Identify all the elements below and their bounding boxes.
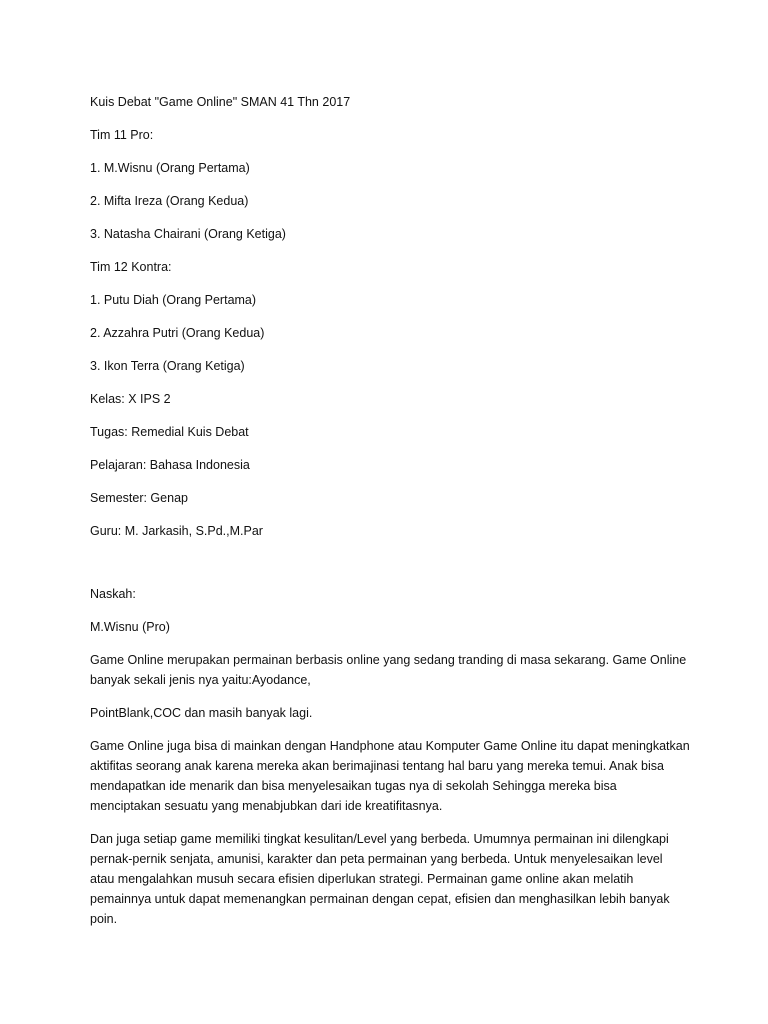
- team-pro-member-3: 3. Natasha Chairani (Orang Ketiga): [90, 227, 286, 241]
- subject-info: Pelajaran: Bahasa Indonesia: [90, 458, 250, 472]
- document-page: [90, 92, 690, 942]
- team-kontra-member-1: 1. Putu Diah (Orang Pertama): [90, 293, 257, 307]
- team-kontra-heading: Tim 12 Kontra:: [90, 260, 172, 274]
- speaker-label: M.Wisnu (Pro): [90, 620, 170, 634]
- script-label: Naskah:: [90, 587, 136, 601]
- semester-info: Semester: Genap: [90, 491, 188, 505]
- team-pro-member-2: 2. Mifta Ireza (Orang Kedua): [90, 194, 249, 208]
- team-pro-member-1: 1. M.Wisnu (Orang Pertama): [90, 161, 250, 175]
- document-title: Kuis Debat "Game Online" SMAN 41 Thn 2017: [90, 95, 351, 109]
- section-spacer: [90, 554, 690, 584]
- teacher-info: Guru: M. Jarkasih, S.Pd.,M.Par: [90, 524, 263, 538]
- team-kontra-member-3: 3. Ikon Terra (Orang Ketiga): [90, 359, 245, 373]
- body-paragraph: Game Online juga bisa di mainkan dengan Handphone atau Komputer Game Online itu dapat meningkatkan aktifitas seorang anak karena mereka akan berimajinasi tentang hal baru yang mereka temui. Anak bisa mendapatkan ide menarik dan bisa menyelesaikan tugas nya di sekolah Sehingga mereka bisa menciptakan sesuatu yang menabjubkan dari ide kreatifitasnya.: [90, 739, 690, 813]
- body-paragraph: Game Online merupakan permainan berbasis online yang sedang tranding di masa sekarang. Game Online banyak sekali jenis nya yaitu:Ayodance,: [90, 653, 687, 687]
- team-pro-heading: Tim 11 Pro:: [90, 128, 154, 142]
- body-paragraph: PointBlank,COC dan masih banyak lagi.: [90, 706, 313, 720]
- task-info: Tugas: Remedial Kuis Debat: [90, 425, 249, 439]
- class-info: Kelas: X IPS 2: [90, 392, 171, 406]
- body-paragraph: Dan juga setiap game memiliki tingkat kesulitan/Level yang berbeda. Umumnya permainan ini dilengkapi pernak-pernik senjata, amunisi, karakter dan peta permainan yang berbeda. Untuk menyelesaikan level atau mengalahkan musuh secara efisien diperlukan strategi. Permainan game online akan melatih pemainnya untuk dapat memenangkan permainan dengan cepat, efisien dan menghasilkan lebih banyak poin.: [90, 832, 670, 926]
- team-kontra-member-2: 2. Azzahra Putri (Orang Kedua): [90, 326, 265, 340]
